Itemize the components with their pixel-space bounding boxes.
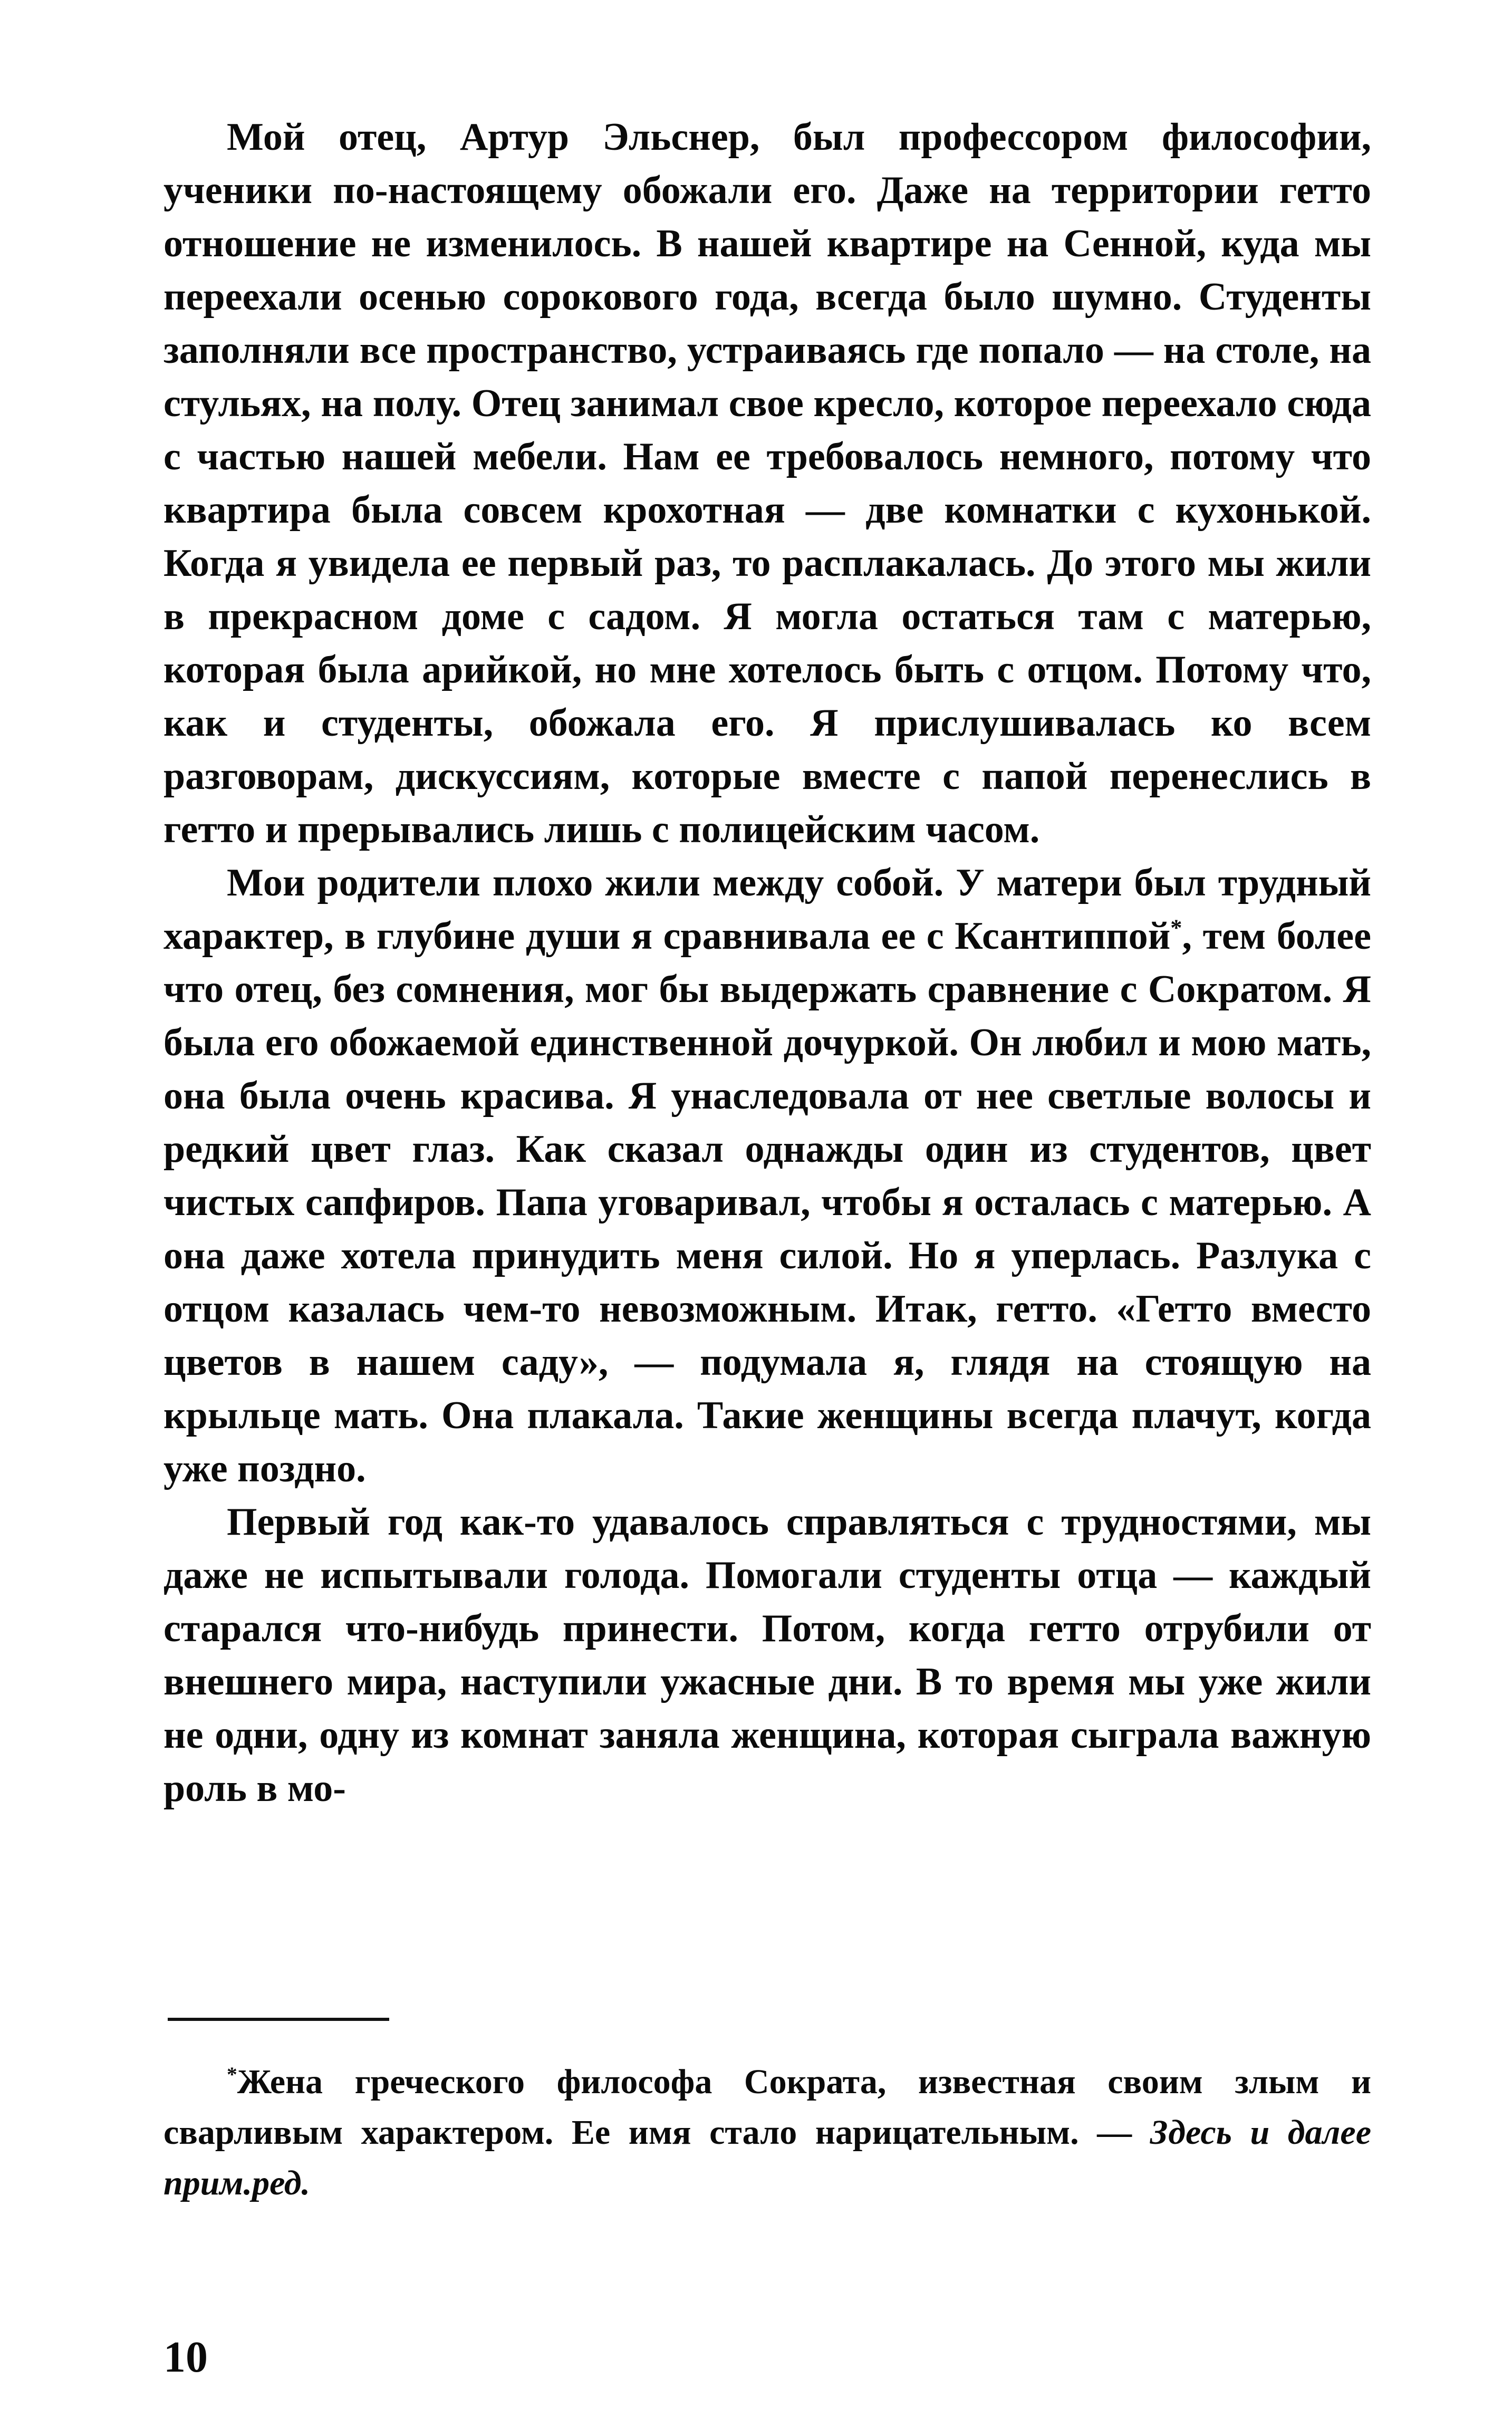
paragraph-2 [163, 856, 1371, 1496]
page-number: 10 [163, 2333, 208, 2382]
paragraph-2-rest: , тем более что отец, без сомнения, мог бы выдержать сравнение с Сократом. Я была его обожаемой единственной дочуркой. Он любил и мою мать, она была очень красива. Я унаследовала от нее светлые волосы и редкий цвет глаз. Как сказал однажды один из студентов, цвет чистых сапфиров. Папа уговаривал, чтобы я осталась с матерью. А она даже хотела принудить меня силой. Но я уперлась. Разлука с отцом казалась чем-то невозможным. Итак, гетто. «Гетто вместо цветов в нашем саду», — подумала я, глядя на стоящую на крыльце мать. Она плакала. Такие женщины всегда плачут, когда уже поздно. [163, 914, 1371, 1490]
paragraph-3: Первый год как-то удавалось справляться с трудностями, мы даже не испытывали голода. Помогали студенты отца — каждый старался что-нибудь принести. Потом, когда гетто отрубили от внешнего мира, наступили ужасные дни. В то время мы уже жили не одни, одну из комнат заняла женщина, которая сыграла важную роль в мо- [163, 1500, 1371, 1810]
main-text [163, 111, 1371, 1815]
paragraph-2-start: Мои родители плохо жили между собой. У матери был трудный характер, в глубине души я сравнивала ее с Ксантиппой [163, 861, 1371, 958]
footnote-marker: * [227, 2063, 237, 2086]
footnote-divider [168, 2018, 389, 2021]
footnote [163, 2057, 1371, 2209]
footnote-reference: * [1170, 914, 1182, 941]
paragraph-1: Мой отец, Артур Эльснер, был профессором философии, ученики по-настоящему обожали его. Даже на территории гетто отношение не изменилось. В нашей квартире на Сенной, куда мы переехали осенью сорокового года, всегда было шумно. Студенты заполняли все пространство, устраиваясь где попало — на столе, на стульях, на полу. Отец занимал свое кресло, которое переехало сюда с частью нашей мебели. Нам ее требовалось немного, потому что квартира была совсем крохотная — две комнатки с кухонькой. Когда я увидела ее первый раз, то расплакалась. До этого мы жили в прекрасном доме с садом. Я могла остаться там с матерью, которая была арийкой, но мне хотелось быть с отцом. Потому что, как и студенты, обожала его. Я прислушивалась ко всем разговорам, дискуссиям, которые вместе с папой перенеслись в гетто и прерывались лишь с полицейским часом. [163, 115, 1371, 851]
footnote-editor-note: Здесь и далее прим.ред. [163, 2113, 1371, 2202]
footnote-text: Жена греческого философа Сократа, известная своим злым и сварливым характером. Ее имя стало нарицательным. — [163, 2063, 1371, 2152]
